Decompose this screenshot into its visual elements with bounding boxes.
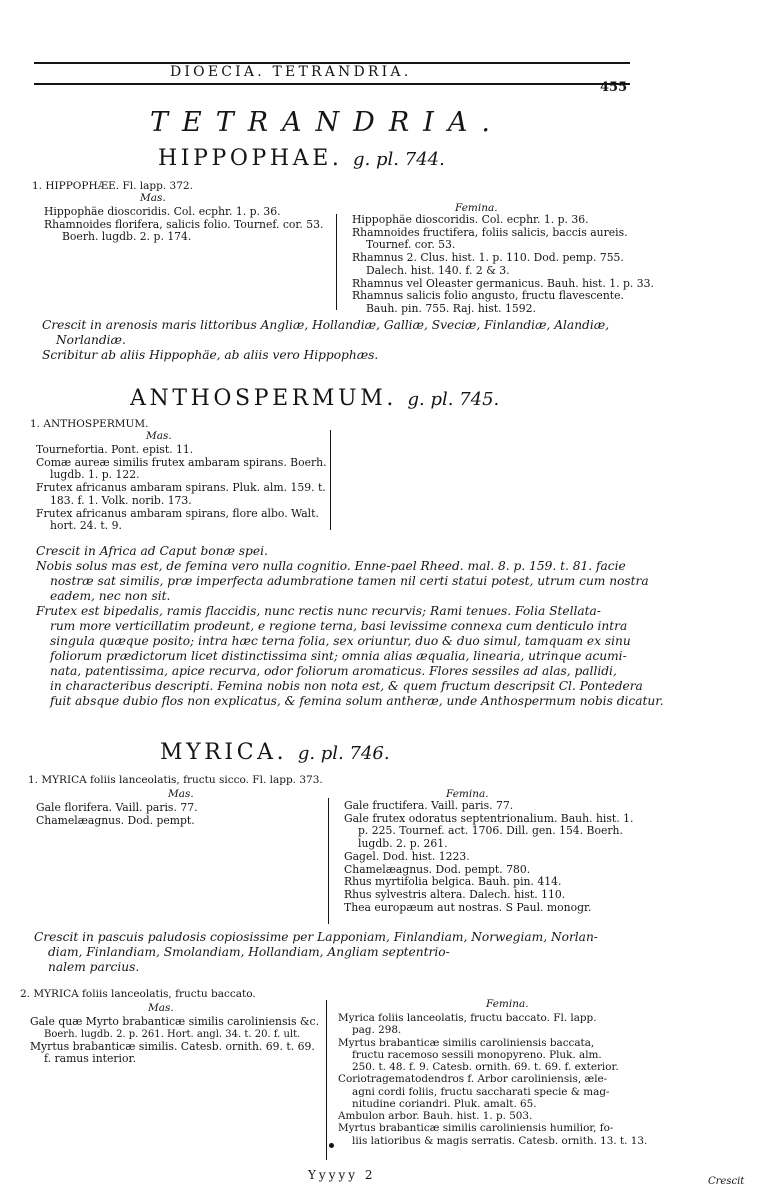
citation: Rhamnus vel Oleaster germanicus. Bauh. hist. 1. p. 33. bbox=[352, 276, 654, 290]
citation: 250. t. 48. f. 9. Catesb. ornith. 69. t. 69. f. exterior. bbox=[352, 1061, 619, 1074]
citation: fructu racemoso sessili monopyreno. Pluk. alm. bbox=[352, 1048, 602, 1061]
citation: Comæ aureæ similis frutex ambaram spirans. Boerh. bbox=[36, 455, 327, 469]
note-line: foliorum prædictorum licet distinctissima sint; omnia alias æqualia, linearia, utrinque acumi- bbox=[50, 649, 627, 663]
citation: Dalech. hist. 140. f. 2 & 3. bbox=[366, 263, 510, 277]
section-title: TETRANDRIA. bbox=[150, 107, 504, 138]
running-header: DIOECIA. TETRANDRIA. bbox=[170, 64, 412, 80]
column-divider bbox=[336, 214, 337, 310]
note-line: in characteribus descripti. Femina nobis non nota est, & quem fructum descripsit Cl. Pontedera bbox=[50, 679, 643, 693]
citation: Myrtus brabanticæ similis caroliniensis humilior, fo- bbox=[338, 1122, 614, 1135]
citation: Ambulon arbor. Bauh. hist. 1. p. 503. bbox=[338, 1110, 533, 1123]
mas-column-hippophae bbox=[44, 206, 323, 244]
citation: liis latioribus & magis serratis. Catesb. ornith. 13. t. 13. bbox=[352, 1134, 648, 1147]
mas-label: Mas. bbox=[148, 1002, 174, 1014]
citation: Myrtus brabanticæ similis. Catesb. ornith. 69. t. 69. bbox=[30, 1039, 315, 1053]
citation: lugdb. 2. p. 261. bbox=[358, 837, 448, 851]
femina-label: Femina. bbox=[455, 202, 498, 214]
species-line-myrica-2: 2. MYRICA foliis lanceolatis, fructu baccato. bbox=[20, 988, 256, 1000]
citation: Gale frutex odoratus septentrionalium. Bauh. hist. 1. bbox=[344, 811, 634, 825]
citation: Rhamnoides fructifera, foliis salicis, baccis aureis. bbox=[352, 225, 628, 239]
citation: Gale quæ Myrto brabanticæ similis caroliniensis &c. bbox=[30, 1015, 320, 1028]
citation: Gagel. Dod. hist. 1223. bbox=[344, 849, 470, 863]
citation: Frutex africanus ambaram spirans. Pluk. alm. 159. t. bbox=[36, 481, 326, 495]
note-line: fuit absque dubio flos non explicatus, & femina solum antheræ, unde Anthospermum nobis dicatur. bbox=[50, 694, 664, 708]
citation: Hippophäe dioscoridis. Col. ecphr. 1. p. 36. bbox=[44, 205, 281, 218]
mas-column-myrica-2 bbox=[30, 1016, 319, 1066]
citation: Frutex africanus ambaram spirans, flore albo. Walt. bbox=[36, 506, 319, 520]
citation: Boerh. lugdb. 2. p. 174. bbox=[62, 230, 192, 244]
note-line: Crescit in Africa ad Caput bonæ spei. bbox=[36, 544, 268, 558]
header-rule-bottom bbox=[34, 83, 630, 85]
citation: Rhamnoides florifera, salicis folio. Tournef. cor. 53. bbox=[44, 217, 324, 231]
note-line: Nobis solus mas est, de femina vero nulla cognitio. Enne-pael Rheed. mal. 8. p. 159. t. 81. facie bbox=[36, 559, 626, 573]
mas-label: Mas. bbox=[140, 192, 166, 204]
bullet-mark bbox=[329, 1143, 334, 1148]
note-line: Norlandiæ. bbox=[56, 333, 126, 347]
notes-anthospermum bbox=[36, 544, 664, 709]
note-line: Scribitur ab aliis Hippophäe, ab aliis vero Hippophæs. bbox=[42, 348, 379, 362]
note-line: nostræ sat similis, præ imperfecta adumbratione tamen nil certi statui potest, utrum cum nostra bbox=[50, 574, 649, 588]
note-line: nata, patentissima, apice recurva, odor foliorum aromaticus. Flores sessiles ad alas, pallidi, bbox=[50, 664, 617, 678]
mas-column-anthospermum bbox=[36, 444, 327, 533]
mas-label: Mas. bbox=[146, 430, 172, 442]
note-line: singula quæque posito; intra hæc terna folia, sex oriuntur, duo & duo simul, tamquam ex sinu bbox=[50, 634, 631, 648]
note-line: Crescit in arenosis maris littoribus Angliæ, Hollandiæ, Galliæ, Sveciæ, Finlandiæ, Alandiæ, bbox=[42, 318, 610, 332]
citation: agni cordi foliis, fructu saccharati specie & mag- bbox=[352, 1085, 610, 1098]
catchword: Crescit bbox=[708, 1176, 745, 1187]
citation: Hippophäe dioscoridis. Col. ecphr. 1. p. 36. bbox=[352, 213, 589, 226]
citation: Chamelæagnus. Dod. pempt. bbox=[36, 813, 195, 827]
citation: Thea europæum aut nostras. S Paul. monogr. bbox=[344, 900, 592, 914]
femina-label: Femina. bbox=[486, 998, 529, 1010]
citation: Bauh. pin. 755. Raj. hist. 1592. bbox=[366, 302, 536, 316]
citation: hort. 24. t. 9. bbox=[50, 519, 122, 533]
genus-ref: g. pl. 744. bbox=[353, 149, 445, 170]
femina-column-hippophae bbox=[352, 214, 654, 316]
citation: Gale fructifera. Vaill. paris. 77. bbox=[344, 799, 514, 812]
page-number: 455 bbox=[600, 80, 628, 95]
note-line: rum more verticillatim prodeunt, e regione terna, basi levissime connexa cum denticulo intra bbox=[50, 619, 628, 633]
mas-label: Mas. bbox=[168, 788, 194, 800]
citation: Boerh. lugdb. 2. p. 261. Hort. angl. 34. t. 20. f. ult. bbox=[44, 1028, 301, 1040]
citation: 183. f. 1. Volk. norib. 173. bbox=[50, 493, 192, 507]
genus-name: MYRICA. bbox=[160, 740, 288, 765]
citation: Gale florifera. Vaill. paris. 77. bbox=[36, 801, 198, 814]
notes-myrica-1 bbox=[34, 930, 598, 975]
citation: Coriotragematodendros f. Arbor caroliniensis, æle- bbox=[338, 1073, 608, 1086]
genus-heading-hippophae bbox=[158, 146, 445, 172]
species-line-anthospermum: 1. ANTHOSPERMUM. bbox=[30, 418, 149, 430]
notes-hippophae bbox=[42, 318, 609, 363]
note-line: diam, Finlandiam, Smolandiam, Hollandiam, Angliam septentrio- bbox=[48, 945, 450, 959]
citation: Tournef. cor. 53. bbox=[366, 238, 456, 252]
genus-heading-myrica bbox=[160, 740, 390, 766]
note-line: Frutex est bipedalis, ramis flaccidis, nunc rectis nunc recurvis; Rami tenues. Folia Stellata- bbox=[36, 604, 601, 618]
column-divider bbox=[330, 430, 331, 530]
femina-label: Femina. bbox=[446, 788, 489, 800]
genus-ref: g. pl. 746. bbox=[297, 743, 390, 764]
note-line: Crescit in pascuis paludosis copiosissime per Lapponiam, Finlandiam, Norwegiam, Norlan- bbox=[34, 930, 598, 944]
genus-ref: g. pl. 745. bbox=[407, 389, 500, 410]
signature-mark: Yyyyy 2 bbox=[308, 1168, 376, 1182]
citation: Rhus myrtifolia belgica. Bauh. pin. 414. bbox=[344, 875, 562, 889]
column-divider bbox=[326, 1000, 327, 1160]
citation: Tournefortia. Pont. epist. 11. bbox=[36, 443, 194, 456]
genus-name: ANTHOSPERMUM. bbox=[130, 386, 397, 411]
species-line-myrica-1: 1. MYRICA foliis lanceolatis, fructu sicco. Fl. lapp. 373. bbox=[28, 774, 323, 786]
citation: Rhamnus 2. Clus. hist. 1. p. 110. Dod. pemp. 755. bbox=[352, 251, 624, 265]
citation: pag. 298. bbox=[352, 1024, 402, 1037]
mas-column-myrica-1 bbox=[36, 802, 198, 827]
species-line-hippophae: 1. HIPPOPHÆE. Fl. lapp. 372. bbox=[32, 180, 193, 192]
femina-column-myrica-2 bbox=[338, 1012, 647, 1147]
citation: Myrica foliis lanceolatis, fructu baccato. Fl. lapp. bbox=[338, 1012, 597, 1024]
column-divider bbox=[328, 798, 329, 924]
citation: lugdb. 1. p. 122. bbox=[50, 468, 140, 482]
genus-name: HIPPOPHAE. bbox=[158, 146, 343, 171]
genus-heading-anthospermum bbox=[130, 386, 499, 412]
citation: Chamelæagnus. Dod. pempt. 780. bbox=[344, 862, 531, 876]
citation: p. 225. Tournef. act. 1706. Dill. gen. 154. Boerh. bbox=[358, 824, 623, 838]
note-line: eadem, nec non sit. bbox=[50, 589, 171, 603]
citation: Rhamnus salicis folio angusto, fructu flavescente. bbox=[352, 289, 624, 303]
citation: Myrtus brabanticæ similis caroliniensis baccata, bbox=[338, 1036, 595, 1049]
note-line: nalem parcius. bbox=[48, 960, 140, 974]
citation: Rhus sylvestris altera. Dalech. hist. 110. bbox=[344, 888, 566, 902]
femina-column-myrica-1 bbox=[344, 800, 633, 915]
citation: nitudine coriandri. Pluk. amalt. 65. bbox=[352, 1097, 537, 1110]
citation: f. ramus interior. bbox=[44, 1052, 136, 1066]
